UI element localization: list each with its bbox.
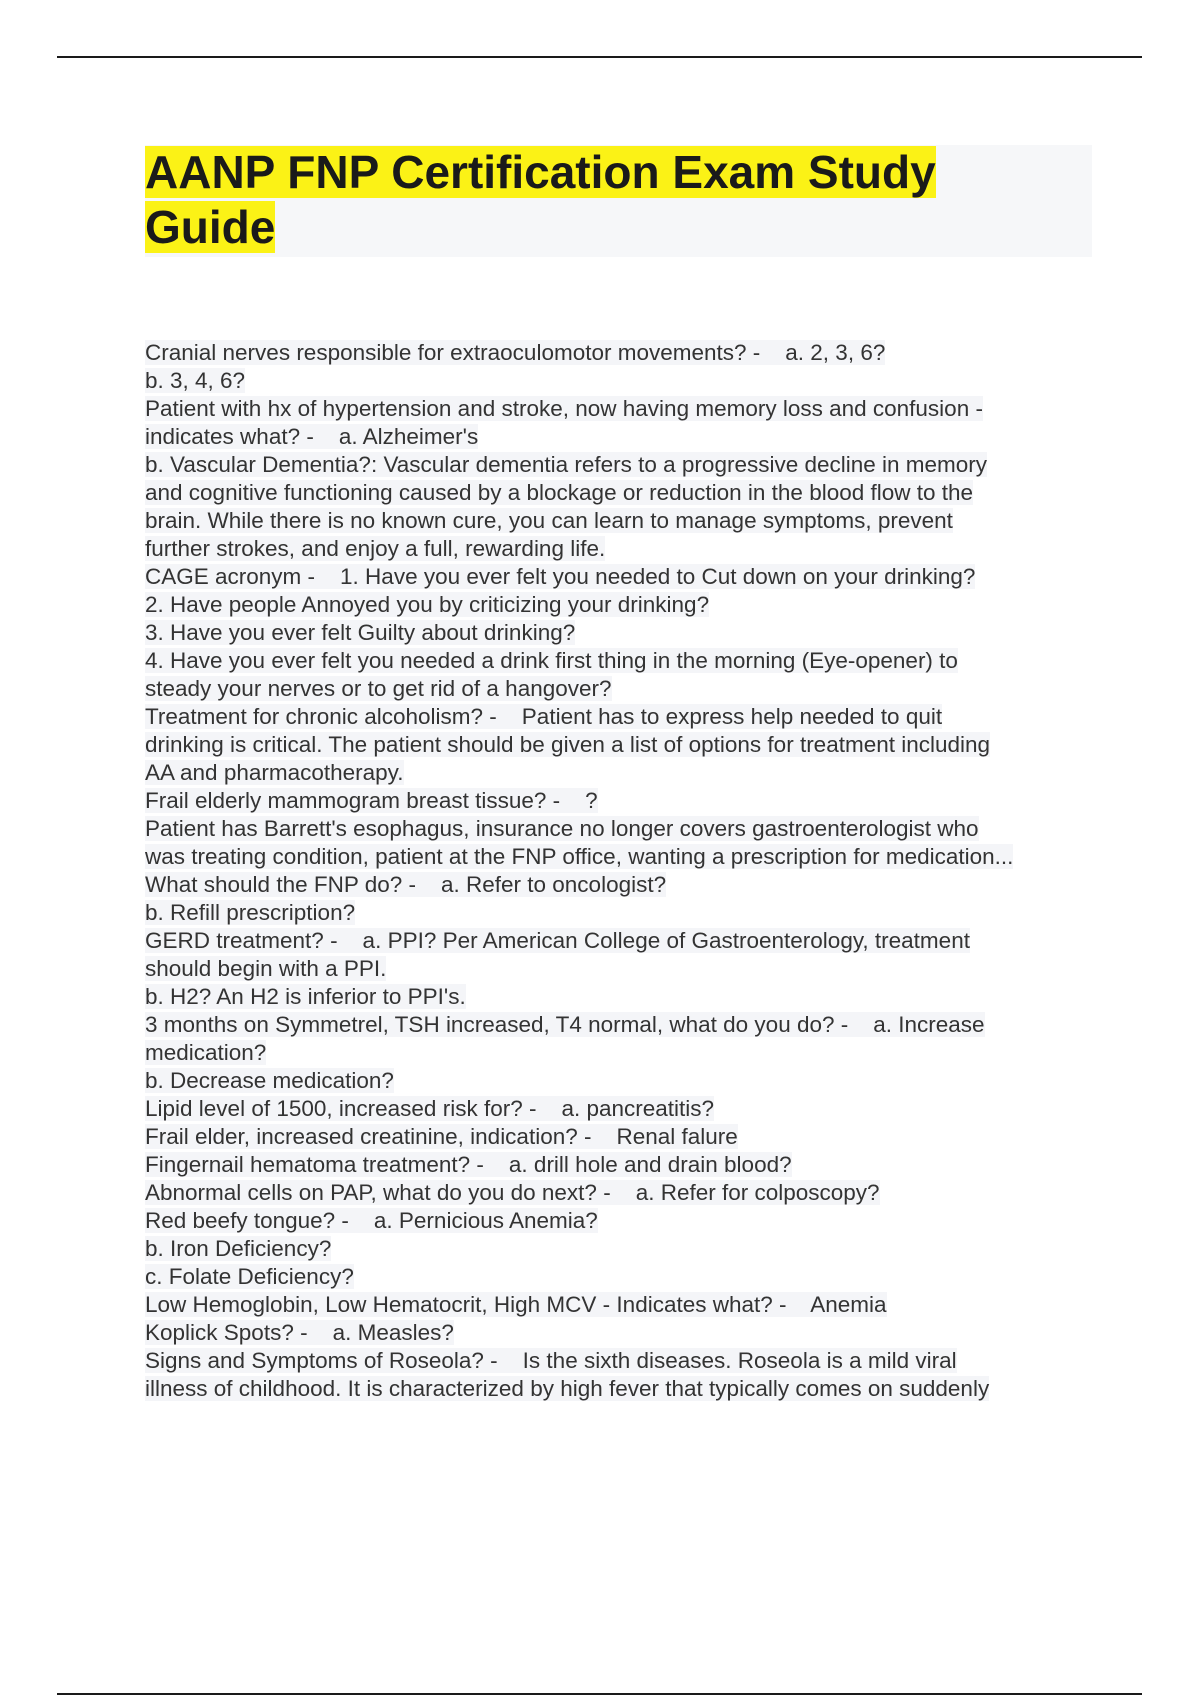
text-line-content: 3 months on Symmetrel, TSH increased, T4 normal, what do you do? - a. Increase xyxy=(145,1012,985,1037)
text-line-content: Frail elderly mammogram breast tissue? - ? xyxy=(145,788,598,813)
text-line-content: further strokes, and enjoy a full, rewarding life. xyxy=(145,536,606,561)
text-line-content: b. Decrease medication? xyxy=(145,1068,394,1093)
text-line-content: drinking is critical. The patient should be given a list of options for treatment including xyxy=(145,732,991,757)
text-line xyxy=(145,423,1105,451)
text-line xyxy=(145,395,1105,423)
text-line xyxy=(145,591,1105,619)
text-line-content: 3. Have you ever felt Guilty about drinking? xyxy=(145,620,576,645)
text-line-content: AA and pharmacotherapy. xyxy=(145,760,404,785)
text-line xyxy=(145,507,1105,535)
text-line xyxy=(145,899,1105,927)
text-line-content: Patient with hx of hypertension and stroke, now having memory loss and confusion - xyxy=(145,396,983,421)
title-block xyxy=(145,145,1092,257)
text-line xyxy=(145,927,1105,955)
text-line xyxy=(145,759,1105,787)
text-line xyxy=(145,1319,1105,1347)
text-line-content: 2. Have people Annoyed you by criticizing your drinking? xyxy=(145,592,710,617)
text-line xyxy=(145,1235,1105,1263)
text-line xyxy=(145,1291,1105,1319)
text-line xyxy=(145,843,1105,871)
text-line-content: Frail elder, increased creatinine, indication? - Renal falure xyxy=(145,1124,738,1149)
text-line xyxy=(145,619,1105,647)
text-line xyxy=(145,367,1105,395)
text-line-content: 4. Have you ever felt you needed a drink first thing in the morning (Eye-opener) to xyxy=(145,648,958,673)
bottom-rule xyxy=(57,1693,1142,1695)
text-line-content: b. 3, 4, 6? xyxy=(145,368,246,393)
text-line xyxy=(145,1067,1105,1095)
text-line-content: should begin with a PPI. xyxy=(145,956,387,981)
text-line xyxy=(145,647,1105,675)
text-line-content: Cranial nerves responsible for extraoculomotor movements? - a. 2, 3, 6? xyxy=(145,340,886,365)
text-line xyxy=(145,1263,1105,1291)
text-line-content: Red beefy tongue? - a. Pernicious Anemia? xyxy=(145,1208,598,1233)
title-line-1: AANP FNP Certification Exam Study xyxy=(145,146,936,198)
text-line-content: CAGE acronym - 1. Have you ever felt you needed to Cut down on your drinking? xyxy=(145,564,976,589)
text-line-content: b. H2? An H2 is inferior to PPI's. xyxy=(145,984,466,1009)
text-line xyxy=(145,675,1105,703)
text-line xyxy=(145,563,1105,591)
text-line xyxy=(145,703,1105,731)
text-line-content: brain. While there is no known cure, you can learn to manage symptoms, prevent xyxy=(145,508,953,533)
text-line-content: Low Hemoglobin, Low Hematocrit, High MCV - Indicates what? - Anemia xyxy=(145,1292,887,1317)
text-line xyxy=(145,339,1105,367)
text-line-content: Abnormal cells on PAP, what do you do next? - a. Refer for colposcopy? xyxy=(145,1180,880,1205)
text-line xyxy=(145,787,1105,815)
text-line xyxy=(145,1123,1105,1151)
text-line-content: Patient has Barrett's esophagus, insurance no longer covers gastroenterologist who xyxy=(145,816,979,841)
text-line-content: indicates what? - a. Alzheimer's xyxy=(145,424,479,449)
text-line-content: b. Vascular Dementia?: Vascular dementia refers to a progressive decline in memory xyxy=(145,452,988,477)
top-rule xyxy=(57,56,1142,58)
text-line xyxy=(145,479,1105,507)
text-line-content: illness of childhood. It is characterized by high fever that typically comes on suddenly xyxy=(145,1376,990,1401)
text-line-content: and cognitive functioning caused by a blockage or reduction in the blood flow to the xyxy=(145,480,974,505)
text-line-content: GERD treatment? - a. PPI? Per American College of Gastroenterology, treatment xyxy=(145,928,970,953)
text-line xyxy=(145,1011,1105,1039)
text-line-content: steady your nerves or to get rid of a hangover? xyxy=(145,676,612,701)
text-line-content: Treatment for chronic alcoholism? - Patient has to express help needed to quit xyxy=(145,704,943,729)
document-title xyxy=(145,145,1092,255)
text-line xyxy=(145,983,1105,1011)
text-line xyxy=(145,1151,1105,1179)
study-guide-body xyxy=(145,339,1105,1403)
text-line xyxy=(145,815,1105,843)
text-line xyxy=(145,955,1105,983)
text-line xyxy=(145,451,1105,479)
text-line-content: Lipid level of 1500, increased risk for? - a. pancreatitis? xyxy=(145,1096,715,1121)
text-line-content: Koplick Spots? - a. Measles? xyxy=(145,1320,454,1345)
text-line-content: c. Folate Deficiency? xyxy=(145,1264,354,1289)
title-line-2: Guide xyxy=(145,201,276,253)
text-line xyxy=(145,1179,1105,1207)
text-line xyxy=(145,1207,1105,1235)
text-line xyxy=(145,1347,1105,1375)
text-line-content: b. Iron Deficiency? xyxy=(145,1236,332,1261)
text-line xyxy=(145,1095,1105,1123)
text-line-content: Signs and Symptoms of Roseola? - Is the sixth diseases. Roseola is a mild viral xyxy=(145,1348,957,1373)
text-line-content: was treating condition, patient at the FNP office, wanting a prescription for medication... xyxy=(145,844,1014,869)
text-line-content: b. Refill prescription? xyxy=(145,900,356,925)
text-line xyxy=(145,1039,1105,1067)
text-line xyxy=(145,535,1105,563)
text-line-content: medication? xyxy=(145,1040,267,1065)
text-line xyxy=(145,1375,1105,1403)
text-line xyxy=(145,731,1105,759)
text-line-content: What should the FNP do? - a. Refer to oncologist? xyxy=(145,872,667,897)
text-line xyxy=(145,871,1105,899)
text-line-content: Fingernail hematoma treatment? - a. drill hole and drain blood? xyxy=(145,1152,792,1177)
